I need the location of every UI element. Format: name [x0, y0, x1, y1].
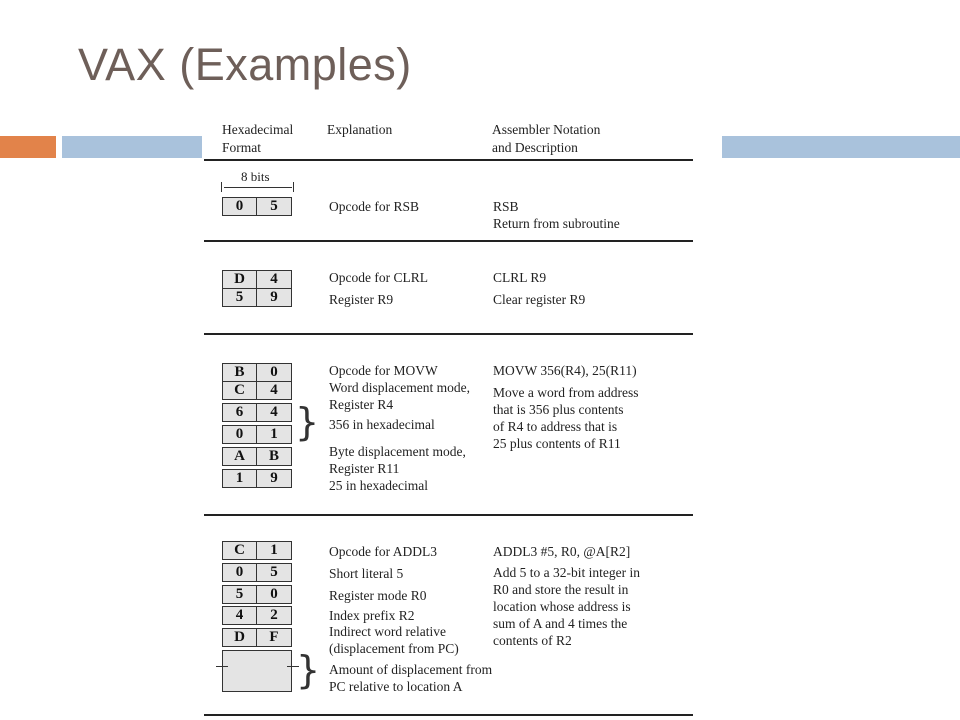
rsb-byte-hi: 0: [222, 197, 257, 216]
addl3-explanation-8: PC relative to location A: [329, 679, 463, 694]
movw-byte3-hi: 6: [222, 403, 257, 422]
addl3-description-3: location whose address is: [493, 599, 631, 614]
movw-byte1-hi: B: [222, 363, 257, 382]
addl3-byte4-hi: 4: [222, 606, 257, 625]
rule-after-clrl: [204, 333, 693, 335]
accent-bar-blue-right: [722, 136, 960, 158]
movw-displacement-brace: }: [295, 400, 320, 444]
addl3-explanation-1: Opcode for ADDL3: [329, 544, 437, 559]
movw-description-4: 25 plus contents of R11: [493, 436, 621, 451]
movw-byte3-lo: 4: [257, 403, 292, 422]
header-explanation: Explanation: [327, 122, 393, 137]
movw-explanation-2: Word displacement mode,: [329, 380, 470, 395]
addl3-displacement-block: [222, 650, 292, 692]
bits-tick-right: [293, 182, 294, 192]
addl3-byte4-lo: 2: [257, 606, 292, 625]
clrl-asm: CLRL R9: [493, 270, 547, 285]
movw-explanation-5: Byte displacement mode,: [329, 444, 466, 459]
addl3-asm: ADDL3 #5, R0, @A[R2]: [493, 544, 631, 559]
movw-explanation-1: Opcode for MOVW: [329, 363, 438, 378]
rule-bottom: [204, 714, 693, 716]
slide-title: VAX (Examples): [78, 39, 412, 90]
movw-explanation-7: 25 in hexadecimal: [329, 478, 428, 493]
movw-description-2: that is 356 plus contents: [493, 402, 624, 417]
movw-byte5-hi: A: [222, 447, 257, 466]
addl3-description-1: Add 5 to a 32-bit integer in: [493, 565, 640, 580]
movw-explanation-3: Register R4: [329, 397, 394, 412]
rsb-description: Return from subroutine: [493, 216, 620, 231]
header-asm-line1: Assembler Notation: [492, 122, 601, 137]
movw-byte4-hi: 0: [222, 425, 257, 444]
rsb-asm: RSB: [493, 199, 519, 214]
addl3-byte1-hi: C: [222, 541, 257, 560]
addl3-displacement-brace: }: [296, 648, 321, 692]
clrl-byte2-lo: 9: [257, 288, 292, 307]
movw-byte5-lo: B: [257, 447, 292, 466]
rule-after-rsb: [204, 240, 693, 242]
addl3-explanation-3: Register mode R0: [329, 588, 427, 603]
accent-bar-blue-left: [62, 136, 202, 158]
addl3-description-2: R0 and store the result in: [493, 582, 629, 597]
movw-byte4-lo: 1: [257, 425, 292, 444]
movw-byte6-hi: 1: [222, 469, 257, 488]
header-asm-line2: and Description: [492, 140, 578, 155]
header-rule: [204, 159, 693, 161]
accent-bar-orange: [0, 136, 56, 158]
addl3-explanation-2: Short literal 5: [329, 566, 404, 581]
bits-tick-left: [221, 182, 222, 192]
addl3-byte3-lo: 0: [257, 585, 292, 604]
movw-byte2-hi: C: [222, 381, 257, 400]
addl3-explanation-6: (displacement from PC): [329, 641, 459, 656]
addl3-explanation-7: Amount of displacement from: [329, 662, 493, 677]
clrl-byte2-hi: 5: [222, 288, 257, 307]
movw-description-1: Move a word from address: [493, 385, 639, 400]
addl3-description-4: sum of A and 4 times the: [493, 616, 628, 631]
addl3-byte1-lo: 1: [257, 541, 292, 560]
addl3-byte2-hi: 0: [222, 563, 257, 582]
movw-byte2-lo: 4: [257, 381, 292, 400]
movw-explanation-6: Register R11: [329, 461, 400, 476]
movw-byte1-lo: 0: [257, 363, 292, 382]
rule-after-movw: [204, 514, 693, 516]
clrl-byte1-hi: D: [222, 270, 257, 289]
clrl-byte1-lo: 4: [257, 270, 292, 289]
clrl-explanation-1: Opcode for CLRL: [329, 270, 428, 285]
header-hex-line2: Format: [222, 140, 261, 155]
addl3-explanation-4: Index prefix R2: [329, 608, 415, 623]
addl3-byte5-hi: D: [222, 628, 257, 647]
movw-byte6-lo: 9: [257, 469, 292, 488]
bits-arrow: [224, 187, 292, 188]
bits-label: 8 bits: [241, 169, 270, 184]
movw-explanation-4: 356 in hexadecimal: [329, 417, 435, 432]
addl3-explanation-5: Indirect word relative: [329, 624, 446, 639]
addl3-byte2-lo: 5: [257, 563, 292, 582]
clrl-explanation-2: Register R9: [329, 292, 394, 307]
addl3-block-tick-left: [216, 666, 228, 667]
rsb-byte-lo: 5: [257, 197, 292, 216]
movw-asm: MOVW 356(R4), 25(R11): [493, 363, 637, 378]
header-hex-line1: Hexadecimal: [222, 122, 294, 137]
addl3-byte5-lo: F: [257, 628, 292, 647]
rsb-explanation: Opcode for RSB: [329, 199, 419, 214]
addl3-byte3-hi: 5: [222, 585, 257, 604]
addl3-description-5: contents of R2: [493, 633, 572, 648]
clrl-description: Clear register R9: [493, 292, 586, 307]
movw-description-3: of R4 to address that is: [493, 419, 618, 434]
